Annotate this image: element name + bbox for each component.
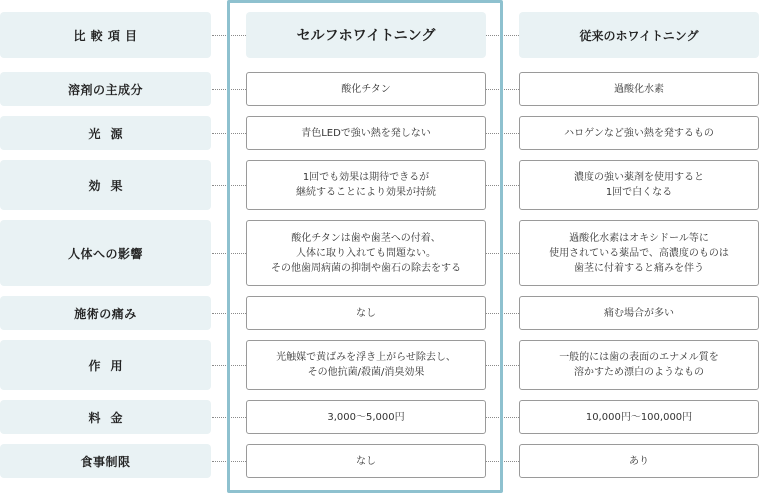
row-label: 効果 [0,160,211,210]
traditional-value: 一般的には歯の表面のエナメル質を 溶かすため漂白のようなもの [519,340,759,390]
table-row [0,444,760,478]
self-value: 3,000〜5,000円 [246,400,486,434]
table-row [0,160,760,210]
connector-dots [486,417,519,418]
row-label: 溶剤の主成分 [0,72,211,106]
traditional-value: ハロゲンなど強い熱を発するもの [519,116,759,150]
header-row [0,0,760,70]
header-label: 比 較 項 目 [0,12,211,58]
header-self-whitening: セルフホワイトニング [246,12,486,58]
table-row [0,220,760,286]
connector-dots [486,185,519,186]
self-value: 1回でも効果は期待できるが 継続することにより効果が持続 [246,160,486,210]
connector-dots [212,253,246,254]
row-label: 料金 [0,400,211,434]
table-row [0,72,760,106]
table-row [0,116,760,150]
traditional-value: 痛む場合が多い [519,296,759,330]
table-row [0,296,760,330]
connector-dots [212,461,246,462]
table-row [0,400,760,434]
traditional-value: 過酸化水素 [519,72,759,106]
connector-dots [486,253,519,254]
header-traditional-whitening: 従来のホワイトニング [519,12,759,58]
traditional-value: 濃度の強い薬剤を使用すると 1回で白くなる [519,160,759,210]
connector-dots [212,35,246,36]
connector-dots [486,133,519,134]
connector-dots [212,417,246,418]
self-value: 酸化チタンは歯や歯茎への付着、 人体に取り入れても問題ない。 その他歯周病菌の抑制や歯石の除去をする [246,220,486,286]
row-label: 光源 [0,116,211,150]
connector-dots [212,133,246,134]
table-row [0,340,760,390]
row-label: 施術の痛み [0,296,211,330]
connector-dots [486,35,519,36]
self-value: なし [246,296,486,330]
connector-dots [486,313,519,314]
traditional-value: あり [519,444,759,478]
connector-dots [486,461,519,462]
row-label: 作用 [0,340,211,390]
connector-dots [212,185,246,186]
row-label: 人体への影響 [0,220,211,286]
connector-dots [212,89,246,90]
row-label: 食事制限 [0,444,211,478]
connector-dots [212,313,246,314]
self-value: なし [246,444,486,478]
connector-dots [486,365,519,366]
traditional-value: 10,000円〜100,000円 [519,400,759,434]
self-value: 光触媒で黄ばみを浮き上がらせ除去し、 その他抗菌/殺菌/消臭効果 [246,340,486,390]
self-value: 酸化チタン [246,72,486,106]
connector-dots [212,365,246,366]
self-value: 青色LEDで強い熱を発しない [246,116,486,150]
traditional-value: 過酸化水素はオキシドール等に 使用されている薬品で、高濃度のものは 歯茎に付着すると痛みを伴う [519,220,759,286]
connector-dots [486,89,519,90]
